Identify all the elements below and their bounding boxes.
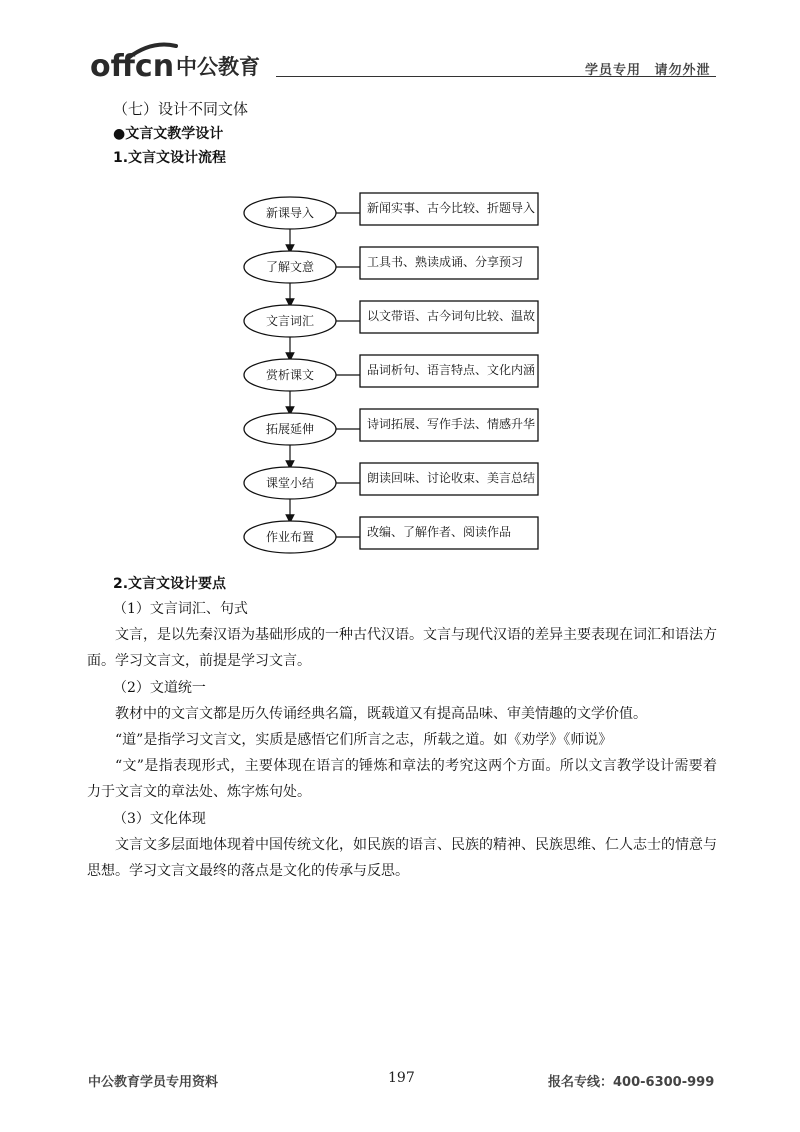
- flow-node-label: 新课导入: [265, 206, 315, 220]
- point-2-text-1: 教材中的文言文都是历久传诵经典名篇，既载道又有提高品味、审美情趣的文学价值。: [115, 706, 647, 722]
- flow-box-label: 朗读回味、讨论收束、美言总结: [367, 471, 536, 485]
- footer-hotline: 报名专线：400-6300-999: [548, 1075, 715, 1090]
- flow-node-label: 课堂小结: [265, 476, 315, 490]
- flow-node-label: 作业布置: [265, 530, 315, 544]
- point-3-title: （3）文化体现: [113, 811, 206, 827]
- flow-box-label: 诗词拓展、写作手法、情感升华: [367, 417, 536, 431]
- flow-box-label: 工具书、熟读成诵、分享预习: [367, 255, 524, 269]
- flow-node-label: 了解文意: [265, 260, 315, 274]
- header-tag: 学员专用 请勿外泄: [585, 63, 711, 78]
- point-1-text: 文言，是以先秦汉语为基础形成的一种古代汉语。文言与现代汉语的差异主要表现在词汇和语法方面。学习文言文，前提是学习文言。: [87, 627, 717, 669]
- bullet-heading: ●文言文教学设计: [113, 126, 224, 142]
- flow-box-label: 品词析句、语言特点、文化内涵: [367, 363, 536, 377]
- point-2-text-2: “道”是指学习文言文，实质是感悟它们所言之志，所载之道。如《劝学》《师说》: [115, 732, 613, 748]
- point-2-title: （2）文道统一: [113, 680, 206, 696]
- flow-node-label: 赏析课文: [265, 368, 315, 382]
- flow-box-label: 新闻实事、古今比较、折题导入: [367, 201, 536, 215]
- point-1-title: （1）文言词汇、句式: [113, 601, 248, 617]
- flowchart: [230, 185, 550, 555]
- sub-heading-points: 2.文言文设计要点: [113, 576, 227, 592]
- flow-node-label: 拓展延伸: [265, 422, 315, 436]
- point-3-text: 文言文多层面地体现着中国传统文化，如民族的语言、民族的精神、民族思维、仁人志士的情意与思想。学习文言文最终的落点是文化的传承与反思。: [87, 837, 717, 879]
- offcn-logo: [90, 36, 280, 80]
- logo-word: offcn: [90, 49, 175, 80]
- logo-cn: 中公教育: [176, 55, 260, 79]
- footer-left: 中公教育学员专用资料: [88, 1075, 219, 1090]
- sub-heading-flow: 1.文言文设计流程: [113, 150, 227, 166]
- flow-box-label: 改编、了解作者、阅读作品: [367, 525, 512, 539]
- flow-node-label: 文言词汇: [265, 314, 315, 328]
- point-2-text-3: “文”是指表现形式，主要体现在语言的锤炼和章法的考究这两个方面。所以文言教学设计需要着力于文言文的章法处、炼字炼句处。: [87, 758, 717, 800]
- section-title: （七）设计不同文体: [113, 100, 249, 118]
- page-number: 197: [388, 1070, 415, 1086]
- flow-box-label: 以文带语、古今词句比较、温故: [367, 309, 536, 323]
